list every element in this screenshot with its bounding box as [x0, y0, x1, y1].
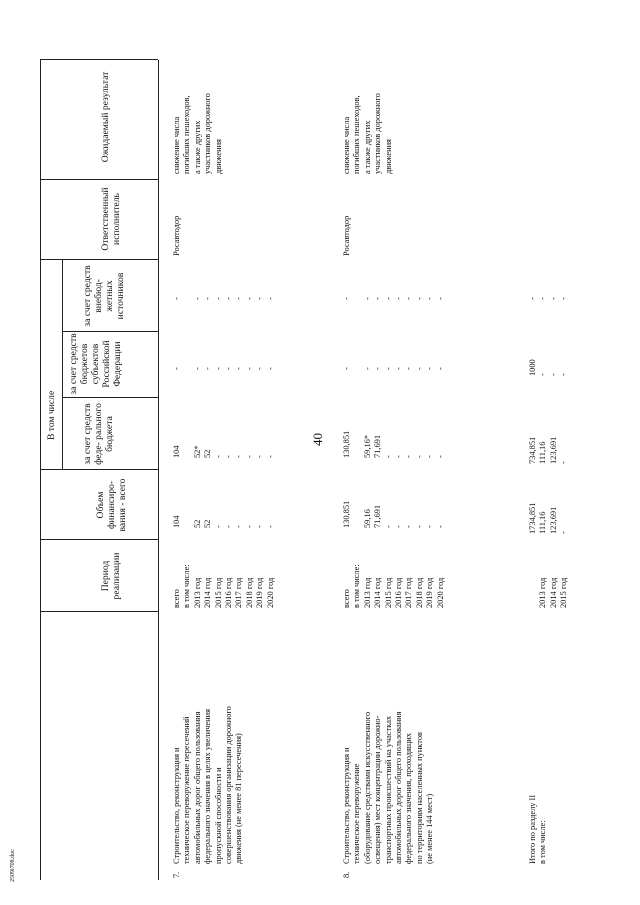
row-regional: - [373, 367, 383, 370]
row-volume: 59,16 [362, 509, 372, 528]
row-extra: - [425, 297, 435, 300]
row-federal: - [404, 455, 414, 458]
total-extra: - [559, 297, 569, 300]
row-federal: 52* [192, 445, 202, 458]
row-volume: - [435, 525, 445, 528]
row-result-line: снижение числа [342, 116, 351, 174]
row-period: 2019 год [425, 577, 435, 608]
subheader-divider [62, 260, 63, 470]
row-federal: - [213, 455, 223, 458]
row-period: 2018 год [244, 577, 254, 608]
row-period: 2016 год [394, 577, 403, 608]
row-extra: - [265, 297, 275, 300]
header-period: Период реализации [100, 552, 122, 600]
header-federal: за счет средств феде- рального бюджета [82, 403, 115, 465]
total-volume: - [559, 531, 569, 534]
row-volume: 104 [172, 515, 181, 528]
row-executor: Росавтодор [172, 215, 181, 256]
row-regional: - [394, 367, 403, 370]
row-result-line: снижение числа [172, 116, 181, 174]
row-period: 2014 год [373, 577, 383, 608]
row-period: 2013 год [362, 577, 372, 608]
row-federal: - [255, 455, 265, 458]
row-result-line: погибших пешеходов, [182, 95, 192, 174]
row-extra: - [234, 297, 244, 300]
row-description-line: совершенствования организации дорожного [224, 706, 233, 864]
row-description-line: Строительство, реконструкция и [342, 747, 351, 864]
total-period: 2013 год [538, 577, 548, 608]
row-regional: - [234, 367, 244, 370]
row-volume: - [224, 525, 233, 528]
total-federal: 123,691 [548, 436, 558, 464]
header-col-divider [40, 259, 158, 260]
row-extra: - [404, 297, 414, 300]
total-extra: - [538, 297, 548, 300]
row-period: 2016 год [224, 577, 233, 608]
row-volume: 130,851 [342, 500, 351, 528]
row-federal: - [435, 455, 445, 458]
row-extra: - [203, 297, 213, 300]
header-volume: Объем финансиро- вания - всего [95, 478, 128, 532]
row-federal: 52 [203, 449, 213, 458]
row-period: 2020 год [435, 577, 445, 608]
row-description-line: движения (не менее 81 пересечения) [234, 733, 244, 864]
row-extra: - [435, 297, 445, 300]
header-in-that-number: В том числе [46, 390, 57, 440]
header-col-divider [40, 539, 158, 540]
row-volume: 52 [192, 519, 202, 528]
row-extra: - [244, 297, 254, 300]
row-regional: - [265, 367, 275, 370]
row-regional: - [224, 367, 233, 370]
row-federal: - [244, 455, 254, 458]
row-federal: - [224, 455, 233, 458]
row-federal: - [383, 455, 393, 458]
row-number: 8. [342, 871, 351, 878]
row-description-line: автомобильных дорог общего пользования [394, 711, 403, 864]
row-result-line: погибших пешеходов, [352, 95, 362, 174]
header-bottom-border [158, 60, 159, 880]
total-volume: 1734,851 [528, 502, 537, 534]
row-description-line: техническое переворужение [352, 763, 362, 864]
rotated-table [40, 20, 600, 880]
footer-filename: 2509i708.doc [10, 849, 16, 882]
total-label-line: в том числе: [538, 820, 548, 864]
row-regional: - [255, 367, 265, 370]
row-volume: - [425, 525, 435, 528]
row-period: 2018 год [414, 577, 424, 608]
row-description-line: по территориям населенных пунктов [414, 732, 424, 864]
row-result-line: а также других [362, 120, 372, 174]
row-volume: - [244, 525, 254, 528]
total-volume: 123,691 [548, 506, 558, 534]
row-volume: - [414, 525, 424, 528]
row-volume: - [213, 525, 223, 528]
row-regional: - [192, 367, 202, 370]
row-volume: - [394, 525, 403, 528]
row-volume: - [265, 525, 275, 528]
row-federal: - [234, 455, 244, 458]
row-executor: Росавтодор [342, 215, 351, 256]
row-regional: - [414, 367, 424, 370]
row-extra: - [255, 297, 265, 300]
row-volume: - [404, 525, 414, 528]
total-extra: - [548, 297, 558, 300]
row-regional: - [435, 367, 445, 370]
row-extra: - [224, 297, 233, 300]
header-executor: Ответственный исполнитель [100, 187, 122, 251]
row-extra: - [342, 297, 351, 300]
total-regional: 1000 [528, 359, 537, 376]
row-extra: - [192, 297, 202, 300]
total-period: 2015 год [559, 577, 569, 608]
row-federal: - [414, 455, 424, 458]
row-period: всего [342, 589, 351, 608]
total-regional: - [548, 373, 558, 376]
row-regional: - [342, 367, 351, 370]
row-regional: - [404, 367, 414, 370]
row-period: 2014 год [203, 577, 213, 608]
total-federal: 734,851 [528, 436, 537, 464]
header-col-divider [40, 611, 158, 612]
row-federal: 71,691 [373, 434, 383, 458]
header-subcol-divider [62, 331, 158, 332]
total-volume: 111,16 [538, 511, 548, 534]
row-federal: 130,851 [342, 430, 351, 458]
row-extra: - [414, 297, 424, 300]
total-regional: - [538, 373, 548, 376]
table-right-border [40, 59, 158, 60]
row-description-line: Строительство, реконструкция и [172, 747, 181, 864]
row-volume: - [255, 525, 265, 528]
row-regional: - [203, 367, 213, 370]
row-volume: 52 [203, 519, 213, 528]
row-description-line: (оборудование средствами искусственного [362, 711, 372, 864]
row-regional: - [244, 367, 254, 370]
row-description-line: федерального значения, проходящих [404, 733, 414, 864]
row-description-line: освещения) мест концентрации дорожно- [373, 715, 383, 864]
total-period: 2014 год [548, 577, 558, 608]
row-description-line: автомобильных дорог общего пользования [192, 711, 202, 864]
row-federal: - [394, 455, 403, 458]
row-description-line: федерального значения в целях увеличения [203, 709, 213, 864]
row-description-line: (не менее 144 мест) [425, 793, 435, 864]
row-extra: - [394, 297, 403, 300]
row-federal: 104 [172, 445, 181, 458]
row-extra: - [362, 297, 372, 300]
row-description-line: пропускной способности и [213, 767, 223, 864]
row-period: 2017 год [234, 577, 244, 608]
header-top-border [40, 60, 41, 880]
row-regional: - [172, 367, 181, 370]
row-regional: - [213, 367, 223, 370]
row-extra: - [172, 297, 181, 300]
row-federal: - [425, 455, 435, 458]
total-federal: 111,16 [538, 441, 548, 464]
row-extra: - [213, 297, 223, 300]
row-result-line: движения [213, 139, 223, 174]
row-volume: - [234, 525, 244, 528]
row-period: 2013 год [192, 577, 202, 608]
row-extra: - [383, 297, 393, 300]
row-period: 2020 год [265, 577, 275, 608]
row-number: 7. [172, 871, 181, 878]
header-col-divider [40, 469, 158, 470]
header-extra: за счет средств внебюд- жетных источников [82, 265, 126, 327]
total-label-line: Итого по разделу II [528, 794, 537, 864]
page-number: 40 [310, 433, 325, 446]
total-federal: - [559, 461, 569, 464]
row-volume: 71,691 [373, 504, 383, 528]
row-result-line: а также других [192, 120, 202, 174]
row-period: в том числе: [352, 564, 362, 608]
header-result: Ожидаемый результат [100, 71, 111, 163]
row-period: 2019 год [255, 577, 265, 608]
row-regional: - [362, 367, 372, 370]
total-extra: - [528, 297, 537, 300]
row-period: 2015 год [213, 577, 223, 608]
row-result-line: движения [383, 139, 393, 174]
row-regional: - [425, 367, 435, 370]
row-description-line: транспортных происшествий на участках [383, 715, 393, 864]
row-period: всего [172, 589, 181, 608]
row-period: в том числе: [182, 564, 192, 608]
header-regional: за счет средств бюджетов субъектов Российской Федерации [68, 333, 123, 395]
row-result-line: участников дорожного [373, 93, 383, 174]
row-extra: - [373, 297, 383, 300]
row-volume: - [383, 525, 393, 528]
header-col-divider [40, 179, 158, 180]
row-regional: - [383, 367, 393, 370]
row-federal: - [265, 455, 275, 458]
row-description-line: техническое переворужение пересечений [182, 716, 192, 864]
total-regional: - [559, 373, 569, 376]
row-result-line: участников дорожного [203, 93, 213, 174]
row-federal: 59,16* [362, 434, 372, 458]
header-subcol-divider [62, 397, 158, 398]
row-period: 2017 год [404, 577, 414, 608]
row-period: 2015 год [383, 577, 393, 608]
